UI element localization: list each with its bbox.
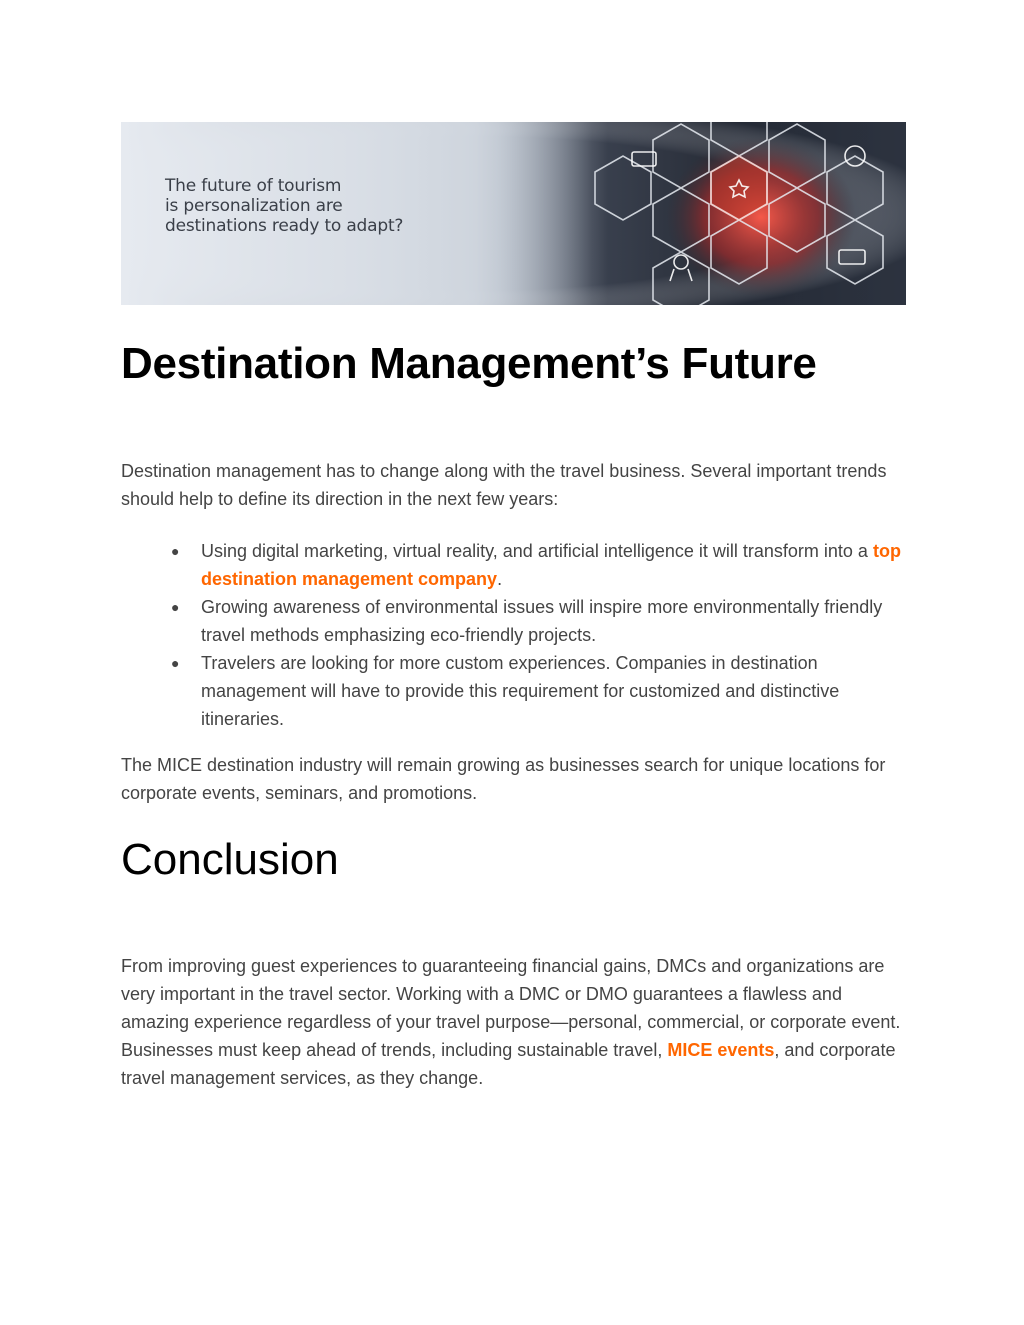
list-item — [121, 593, 906, 649]
list-item-text: Growing awareness of environmental issues will inspire more environmentally friendly travel methods emphasizing eco-friendly projects. — [201, 597, 883, 645]
banner-caption: The future of tourism is personalization are destinations ready to adapt? — [165, 176, 404, 236]
bullet-icon: ● — [171, 655, 180, 671]
banner-image — [121, 122, 906, 305]
list-item-text: Using digital marketing, virtual reality, and artificial intelligence it will transform into a — [201, 541, 873, 561]
section-heading-conclusion: Conclusion — [121, 835, 339, 884]
link-mice-events[interactable]: MICE events — [667, 1040, 775, 1060]
list-item — [121, 537, 906, 593]
conclusion-text-end: , and corporate travel management services, as they change. — [121, 1040, 896, 1088]
list-item-text: Travelers are looking for more custom experiences. Companies in destination management will have to provide this requirement for customized and distinctive itineraries. — [201, 653, 840, 729]
link-top-destination-management-company[interactable]: top destination management company — [201, 541, 901, 589]
conclusion-text: From improving guest experiences to guaranteeing financial gains, DMCs and organizations are very important in the travel sector. Working with a DMC or DMO guarantees a flawless and amazing experience regardless of your travel purpose—personal, commercial, or corporate event. Businesses must keep ahead of trends, including sustainable travel, — [121, 956, 901, 1060]
bullet-icon: ● — [171, 543, 180, 559]
intro-paragraph: Destination management has to change along with the travel business. Several important trends should help to define its direction in the next few years: — [121, 461, 887, 509]
list-item-punctuation: . — [497, 569, 503, 589]
list-item — [121, 649, 906, 733]
trends-list — [121, 537, 906, 733]
bullet-icon: ● — [171, 599, 180, 615]
section-heading-future: Destination Management’s Future — [121, 339, 817, 388]
conclusion-paragraph — [121, 952, 906, 1092]
closing-paragraph: The MICE destination industry will remain growing as businesses search for unique locations for corporate events, seminars, and promotions. — [121, 755, 886, 803]
